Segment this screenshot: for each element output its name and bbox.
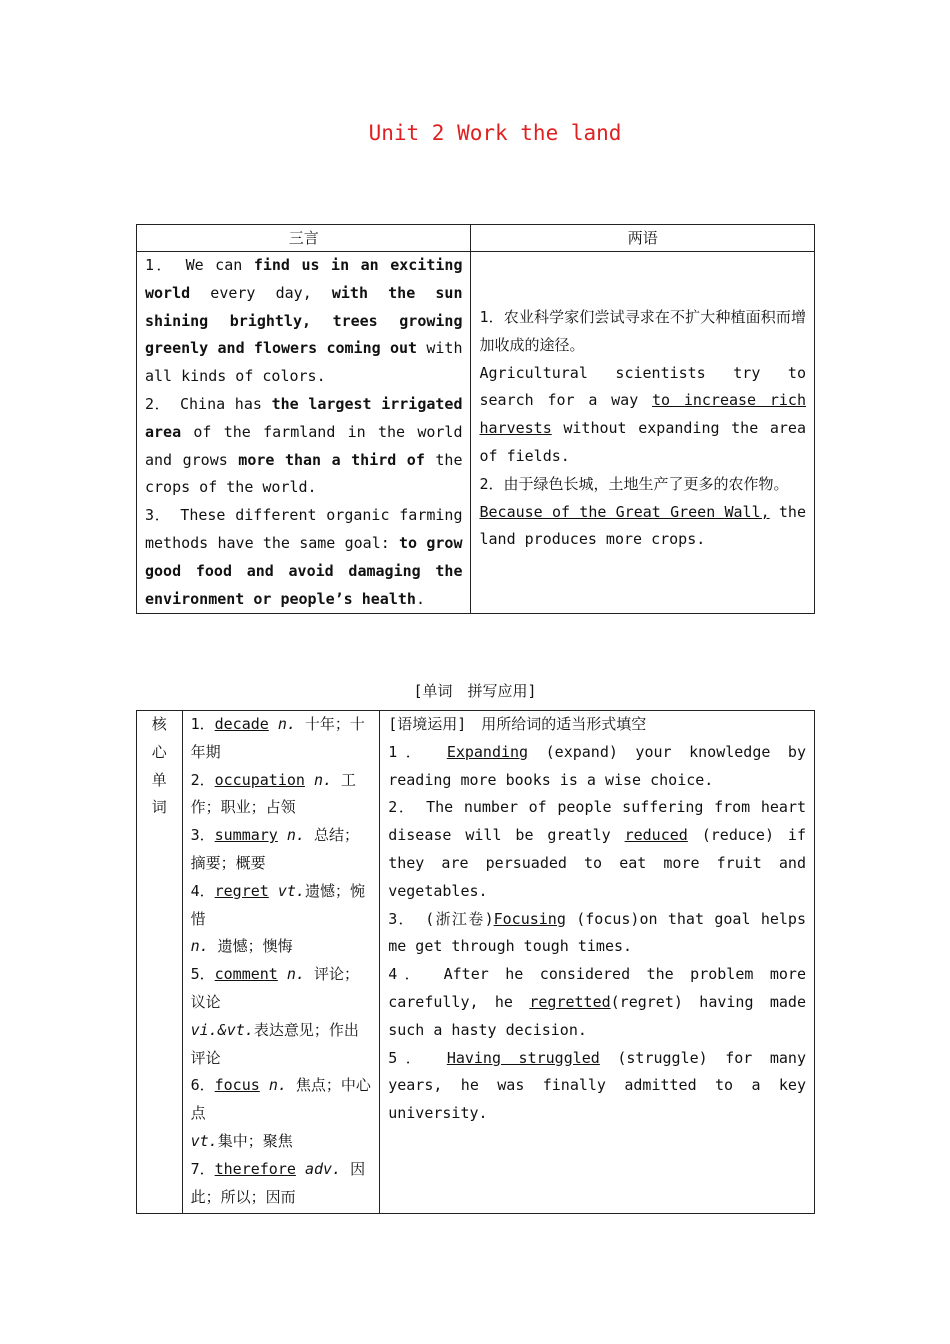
sentence-text: with all kinds of colors. xyxy=(145,339,463,386)
sentence-number: 2． xyxy=(145,394,180,413)
vocab-word: decade xyxy=(214,715,269,733)
exercise-text: The number of people suffering from heart disease will be greatly xyxy=(388,798,807,845)
sanyan-cell xyxy=(137,252,471,614)
answer-blank: Because of the Great Green Wall, xyxy=(479,502,770,521)
part-of-speech: n. xyxy=(313,770,333,789)
exercise-instruction: [语境运用] 用所给词的适当形式填空 xyxy=(388,715,647,733)
word-list-cell xyxy=(182,711,380,1214)
vocab-number: 1． xyxy=(190,715,215,733)
part-of-speech: vt. xyxy=(190,1131,218,1150)
translation-text: the land produces more crops. xyxy=(479,502,806,549)
exercise-item-4 xyxy=(388,961,806,1044)
part-of-speech: n. xyxy=(190,937,209,956)
vocab-item-6 xyxy=(191,1072,372,1128)
vocab-meaning: 工作；职业；占领 xyxy=(190,770,357,817)
translation-2-chinese: 2．由于绿色长城，土地生产了更多的农作物。 xyxy=(479,474,789,493)
key-phrase: more than a third of xyxy=(238,450,425,469)
exercise-number: 1． xyxy=(388,742,447,761)
exercise-number: 3． xyxy=(388,909,426,928)
translation-2-english xyxy=(479,499,806,555)
part-of-speech: n. xyxy=(277,715,296,733)
sentence-text: . xyxy=(415,589,425,608)
exercise-answer: regretted xyxy=(529,992,611,1011)
vocab-word: occupation xyxy=(214,770,305,789)
exercise-text: After he considered the problem more carefully, he xyxy=(388,965,806,1011)
part-of-speech: adv. xyxy=(304,1159,342,1178)
vocab-item-3 xyxy=(191,822,372,878)
vocab-number: 2． xyxy=(190,770,215,789)
exercise-answer: Having struggled xyxy=(446,1048,600,1067)
answer-blank: to increase rich harvests xyxy=(479,391,806,438)
vocab-meaning: 集中；聚焦 xyxy=(217,1131,293,1150)
vocabulary-table xyxy=(136,710,815,1214)
key-sentence-3 xyxy=(145,502,462,613)
vocab-meaning: 焦点；中心点 xyxy=(190,1076,371,1123)
vocab-item-1 xyxy=(191,711,372,767)
vocab-meaning: 评论；议论 xyxy=(190,965,359,1011)
vocab-meaning: 十年；十年期 xyxy=(190,715,365,761)
translation-text: Agricultural scientists try to search for a way xyxy=(479,363,806,410)
key-label-char: 词 xyxy=(151,798,167,817)
sentence-number: 3． xyxy=(145,506,181,525)
key-phrase: with the sun shining brightly, trees growing greenly and flowers coming out xyxy=(145,283,463,358)
exercise-text: (regret) having made such a hasty decision. xyxy=(388,992,806,1039)
liangyu-cell xyxy=(471,252,815,614)
exercise-cell xyxy=(380,711,815,1214)
vocab-word: summary xyxy=(214,826,278,845)
vocab-item-4 xyxy=(191,878,372,934)
vocab-word: focus xyxy=(214,1076,260,1095)
exercise-number: 5． xyxy=(388,1048,447,1067)
exercise-text: (expand) your knowledge by reading more books is a wise choice. xyxy=(388,742,806,789)
section-subheading: [单词 拼写应用] xyxy=(413,682,537,700)
part-of-speech: n. xyxy=(286,826,305,845)
part-of-speech: n. xyxy=(268,1076,287,1095)
vocab-number: 3． xyxy=(190,826,215,845)
exercise-text: (focus)on that goal helps me get through tough times. xyxy=(388,909,806,956)
vocab-word: regret xyxy=(214,881,269,900)
vocab-extra-sense xyxy=(191,933,372,961)
key-phrase: the largest irrigated area xyxy=(145,394,463,441)
three-words-two-sentences-table xyxy=(136,224,815,614)
vocab-item-2 xyxy=(191,767,372,823)
sentence-text: We can xyxy=(185,256,254,274)
exercise-answer: Focusing xyxy=(493,909,566,928)
exercise-number: 4． xyxy=(388,965,444,984)
vocab-item-5 xyxy=(191,961,372,1017)
vocab-number: 4． xyxy=(190,881,215,900)
exercise-list xyxy=(388,739,806,1128)
key-label-char: 心 xyxy=(151,742,167,761)
key-words-label-cell xyxy=(137,711,183,1214)
key-label-char: 核 xyxy=(151,715,167,733)
vocab-meaning: 因此；所以；因而 xyxy=(190,1159,366,1206)
vocab-meaning: 遗憾；懊悔 xyxy=(208,937,293,956)
sentence-text: These different organic farming methods have the same goal: xyxy=(145,506,463,552)
vocab-item-7 xyxy=(191,1156,372,1212)
sentence-number: 1． xyxy=(145,256,186,274)
exercise-answer: reduced xyxy=(624,826,688,845)
vocab-extra-sense xyxy=(191,1128,372,1156)
part-of-speech: n. xyxy=(286,965,305,984)
exercise-text: (struggle) for many years, he was finally admitted to a key university. xyxy=(388,1048,806,1123)
translation-text: without expanding the area of fields. xyxy=(479,419,806,465)
key-phrase: find us in an exciting world xyxy=(145,256,463,302)
column-header-liangyu: 两语 xyxy=(471,225,815,252)
sentence-text: China has xyxy=(179,394,272,413)
sentence-text: of the farmland in the world and grows xyxy=(145,422,463,469)
vocab-extra-sense xyxy=(191,1017,372,1073)
exercise-item-2 xyxy=(388,794,806,905)
vocab-number: 7． xyxy=(190,1159,215,1178)
exercise-item-3 xyxy=(388,906,806,962)
translation-1-english xyxy=(479,360,806,471)
vocab-meaning: 总结；摘要；概要 xyxy=(190,826,359,872)
vocab-number: 5． xyxy=(190,965,215,984)
exercise-item-1 xyxy=(388,739,806,795)
exercise-text: (浙江卷) xyxy=(425,909,494,928)
key-phrase: to grow good food and avoid damaging the environment or people’s health xyxy=(145,533,463,608)
vocab-number: 6． xyxy=(190,1076,215,1095)
vocab-meaning: 遗憾；惋惜 xyxy=(190,881,365,928)
exercise-answer: Expanding xyxy=(446,742,529,761)
exercise-item-5 xyxy=(388,1045,806,1128)
vocab-word: therefore xyxy=(214,1159,296,1178)
sentence-text: every day, xyxy=(190,283,332,302)
vocab-word: comment xyxy=(214,965,278,984)
column-header-sanyan: 三言 xyxy=(137,225,471,252)
part-of-speech: vt. xyxy=(277,881,305,900)
translation-1-chinese: 1．农业科学家们尝试寻求在不扩大种植面积而增加收成的途径。 xyxy=(479,308,806,354)
page-title: Unit 2 Work the land xyxy=(368,121,622,145)
exercise-text: (reduce) if they are persuaded to eat more fruit and vegetables. xyxy=(388,826,806,900)
part-of-speech: vi.&vt. xyxy=(190,1020,254,1039)
exercise-number: 2． xyxy=(388,798,427,817)
key-label-char: 单 xyxy=(151,770,167,789)
key-sentence-2 xyxy=(145,391,462,502)
vocab-meaning: 表达意见；作出评论 xyxy=(190,1020,359,1067)
sentence-text: the crops of the world. xyxy=(145,450,463,497)
key-sentence-1 xyxy=(145,252,462,391)
